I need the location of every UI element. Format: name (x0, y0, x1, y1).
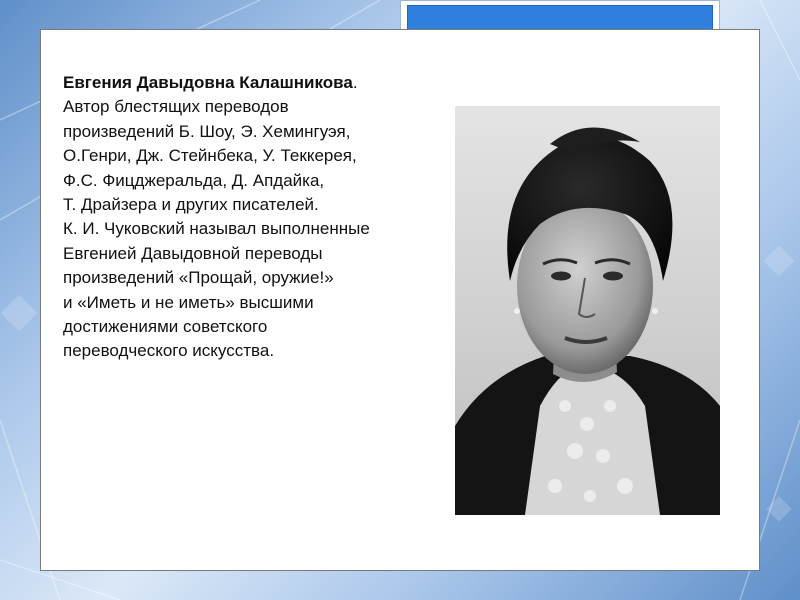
portrait-illustration (455, 106, 720, 515)
bio-name: Евгения Давыдовна Калашникова (63, 73, 353, 92)
content-panel (40, 29, 760, 571)
bio-body: . Автор блестящих переводов произведений Б. Шоу, Э. Хемингуэя, О.Генри, Дж. Стейнбека, У. Теккерея, Ф.С. Фицджеральда, Д. Апдайка, Т. Драйзера и других писателей. К. И. Чуковский называл выполненные Евгенией Давыдовной переводы произведений «Прощай, оружие!» и «Иметь и не иметь» высшими достижениями советского переводческого искусства. (63, 73, 370, 361)
bio-text (63, 71, 443, 364)
portrait-photo (455, 106, 720, 515)
